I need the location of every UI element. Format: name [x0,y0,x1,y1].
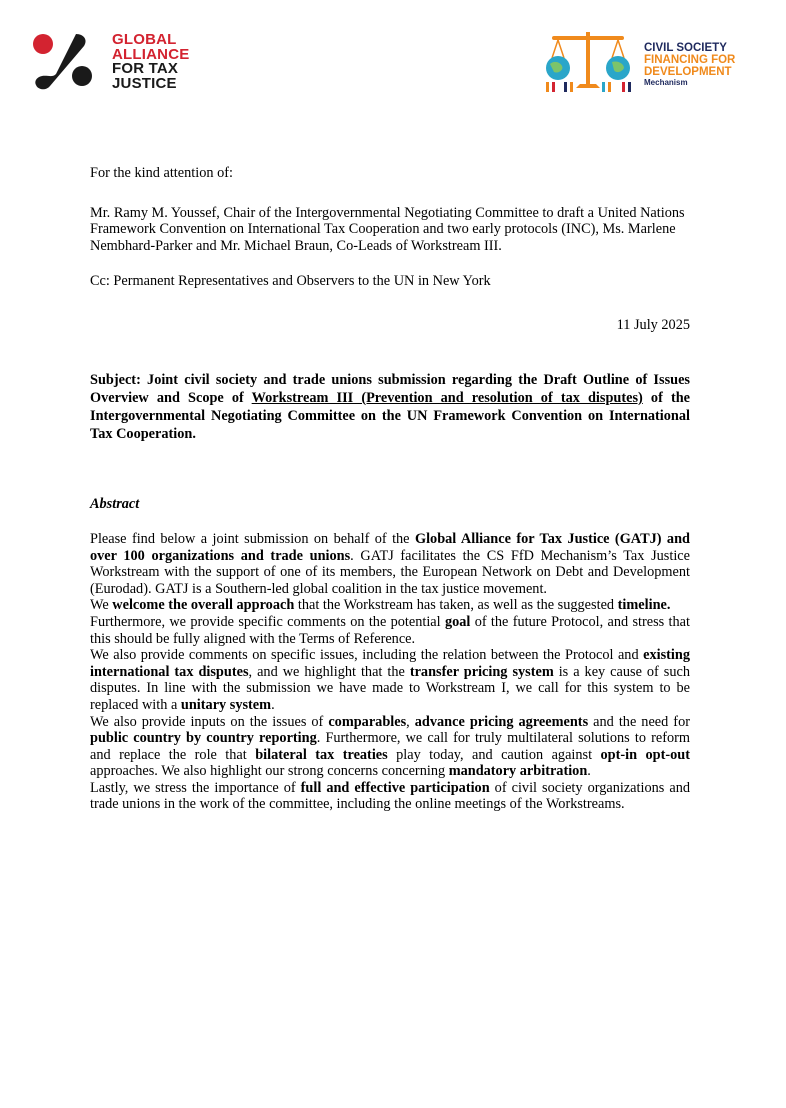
attention-line: For the kind attention of: [90,165,233,181]
csffd-line1: CIVIL SOCIETY [644,42,727,54]
gatj-line4: JUSTICE [112,74,177,92]
text-run: is a key cause of such disputes. In line with the submission we have made to Workstream I, we call for this system to be replaced with a [90,663,691,713]
bold-run: mandatory arbitration [448,763,588,780]
letter-body [90,165,690,813]
gatj-line2: ALLIANCE [112,45,190,63]
text-run: and the need for [588,713,690,730]
gatj-wordmark [112,33,189,91]
text-run: We also provide comments on specific issues, including the relation between the Protocol and [90,647,644,664]
text-run: . Furthermore, we call for truly multilateral solutions to reform and replace the role that [90,730,690,763]
text-run: , [406,713,415,730]
abstract-paragraph-3 [90,614,690,647]
text-run: of civil society organizations and trade unions in the work of the committee, including the online meetings of the Workstreams. [90,779,690,813]
text-run: We [90,597,113,614]
subject-part2: of the Intergovernmental Negotiating Committee on the UN Framework Convention on International Tax Cooperation. [90,389,690,443]
bold-run: timeline. [617,597,671,614]
letter-date: 11 July 2025 [616,316,690,333]
bold-run: full and effective participation [300,779,490,796]
text-run: . GATJ facilitates the CS FfD Mechanism’s Tax Justice Workstream with the support of one of its members, the European Network on Debt and Development (Eurodad). GATJ is a Southern-led global coalition in the tax justice movement. [90,547,690,597]
csffd-line4: Mechanism [644,78,688,87]
subject-paragraph [90,371,690,444]
text-run: play today, and caution against [387,746,601,763]
csffd-logo [540,28,770,98]
text-run: Furthermore, we provide specific comments on the potential [90,613,445,630]
bold-run: bilateral tax treaties [255,746,388,763]
bold-run: unitary system [180,696,272,713]
text-run: We also provide inputs on the issues of [90,713,329,730]
text-run: Lastly, we stress the importance of [90,779,301,796]
abstract-paragraph-6 [90,780,690,813]
gatj-line3: FOR TAX [112,60,179,77]
bold-run: goal [444,613,471,630]
abstract-paragraph-4 [90,647,690,713]
csffd-line2: FINANCING FOR [644,54,736,66]
bold-run: opt-in opt-out [600,746,690,763]
cc-line: Cc: Permanent Representatives and Observers to the UN in New York [90,273,491,290]
gatj-mark-icon [30,30,98,92]
text-run: Please find below a joint submission on behalf of the [90,530,415,547]
text-run: . [587,763,591,780]
abstract-paragraph-5 [90,714,690,780]
abstract-heading: Abstract [90,496,140,513]
csffd-wordmark [644,42,735,88]
gatj-logo [30,30,210,92]
bold-run: Global Alliance for Tax Justice (GATJ) and over 100 organizations and trade unions [90,530,690,564]
scales-globes-icon [540,28,636,96]
bold-run: comparables [328,713,407,730]
bold-run: transfer pricing system [409,663,554,680]
abstract-body [90,531,690,813]
subject-workstream-link: Workstream III (Prevention and resolution of tax disputes) [251,389,643,406]
text-run: approaches. We also highlight our strong concerns concerning [90,763,449,780]
csffd-line3: DEVELOPMENT [644,66,732,78]
bold-run: advance pricing agreements [414,713,589,730]
gatj-line1: GLOBAL [112,31,177,48]
abstract-paragraph-2 [90,597,690,614]
text-run: that the Workstream has taken, as well as the suggested [294,597,618,614]
bold-run: welcome the overall approach [112,597,295,614]
recipients-paragraph: Mr. Ramy M. Youssef, Chair of the Intergovernmental Negotiating Committee to draft a United Nations Framework Convention on International Tax Cooperation and two early protocols (INC), Ms. Marlene Nembhard-Parker and Mr. Michael Braun, Co-Leads of Workstream III. [90,204,685,254]
bold-run: existing international tax disputes [90,647,690,680]
subject-part1: Subject: Joint civil society and trade unions submission regarding the Draft Outline of Issues Overview and Scope of [90,371,690,406]
text-run: , and we highlight that the [248,663,410,680]
abstract-paragraph-1 [90,531,690,597]
text-run: . [271,696,275,713]
text-run: of the future Protocol, and stress that this should be fully aligned with the Terms of Reference. [90,613,691,647]
bold-run: public country by country reporting [90,730,317,747]
